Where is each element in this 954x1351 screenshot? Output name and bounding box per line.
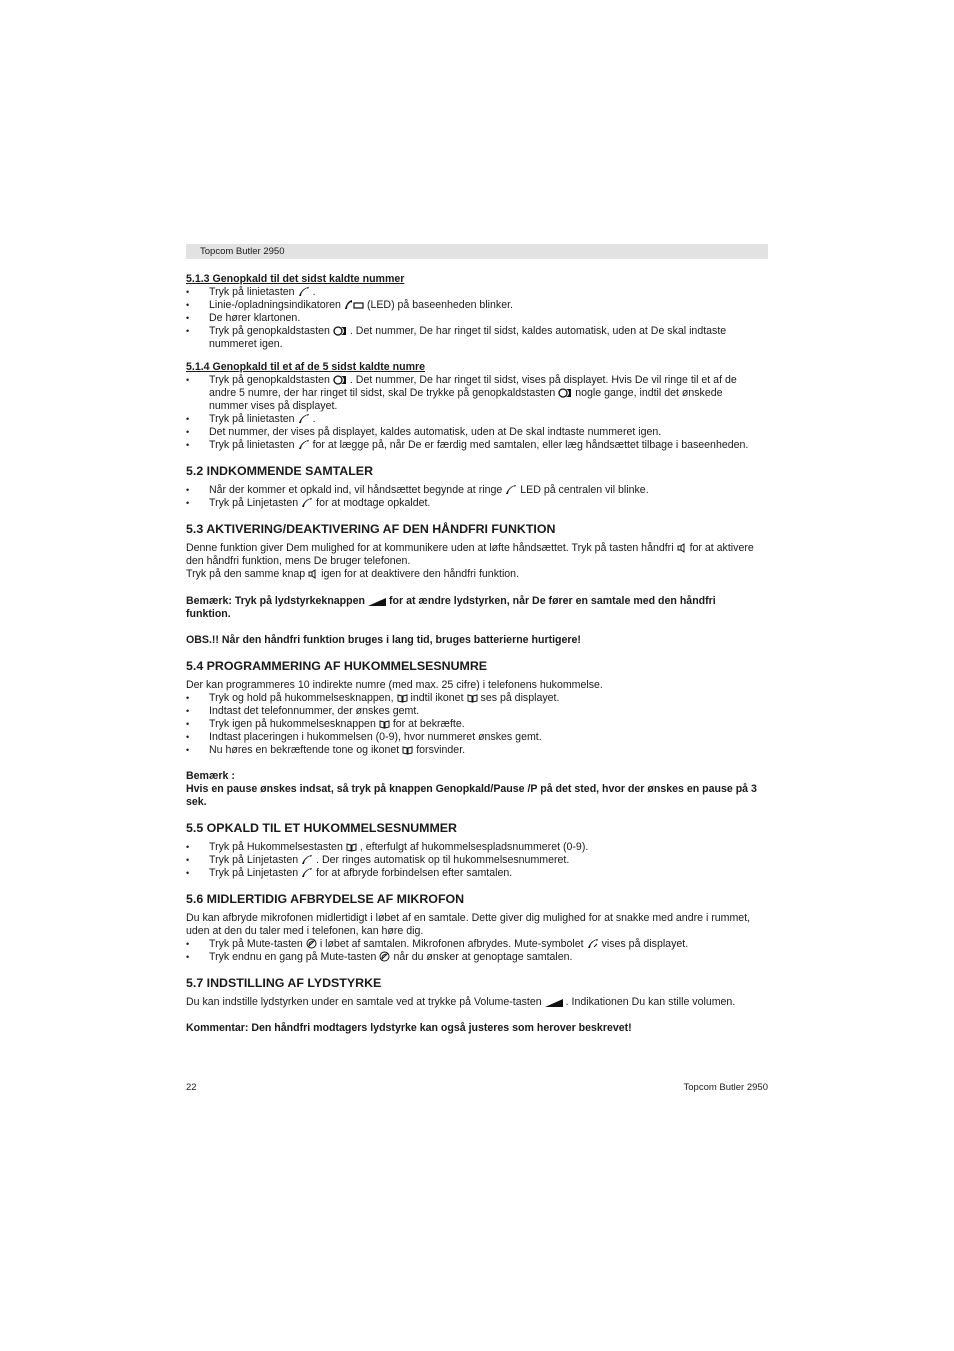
section-5-2-title: 5.2 INDKOMMENDE SAMTALER xyxy=(186,464,374,478)
section-5-4-list xyxy=(186,692,762,757)
page-content xyxy=(186,273,762,1035)
section-5-5-title: 5.5 OPKALD TIL ET HUKOMMELSESNUMMER xyxy=(186,821,458,835)
section-5-3-paragraph: Tryk på den samme knap igen for at deaktivere den håndfri funktion. xyxy=(186,568,520,580)
list-item: • Indtast det telefonnummer, der ønskes gemt. xyxy=(186,705,762,718)
section-5-1-3-title: 5.1.3 Genopkald til det sidst kaldte nummer xyxy=(186,273,405,285)
list-item: • Når der kommer et opkald ind, vil håndsættet begynde at ringe LED på centralen vil blinke. xyxy=(186,484,762,497)
list-item: • Tryk på genopkaldstasten . Det nummer, De har ringet til sidst, kaldes automatisk, uden at De skal indtaste nummeret igen. xyxy=(186,325,762,351)
section-5-6-list xyxy=(186,938,762,964)
section-5-4-note-title: Bemærk : xyxy=(186,770,235,782)
book-icon xyxy=(346,843,357,852)
handset-icon xyxy=(301,497,313,508)
section-5-3-note: Bemærk: Tryk på lydstyrkeknappen for at ændre lydstyrken, når De fører en samtale med den håndfri funktion. xyxy=(186,595,716,620)
handset-icon xyxy=(301,854,313,865)
list-item: • Tryk på genopkaldstasten . Det nummer, De har ringet til sidst, vises på displayet. Hvis De vil ringe til et af de andre 5 numre, der har ringet til sidst, skal De trykke på genopkaldstasten nogle gange, indtil det ønskede nummer vises på displayet. xyxy=(186,374,762,413)
list-item: • Tryk på linietasten . xyxy=(186,413,762,426)
list-item: • Linie-/opladningsindikatoren (LED) på baseenheden blinker. xyxy=(186,299,762,312)
page-header-bar xyxy=(186,244,768,259)
list-item: • Indtast placeringen i hukommelsen (0-9), hvor nummeret ønskes gemt. xyxy=(186,731,762,744)
list-item: • Tryk på Linjetasten . Der ringes automatisk op til hukommelsesnummeret. xyxy=(186,854,762,867)
mute-icon xyxy=(306,938,317,949)
handset-icon xyxy=(301,867,313,878)
footer-title: Topcom Butler 2950 xyxy=(683,1082,768,1093)
speaker-icon xyxy=(308,569,318,579)
redial-icon xyxy=(333,375,347,385)
speaker-icon xyxy=(677,543,687,553)
redial-icon xyxy=(333,326,347,336)
section-5-1-4-title: 5.1.4 Genopkald til et af de 5 sidst kaldte numre xyxy=(186,361,426,373)
handset-icon xyxy=(298,439,310,450)
redial-icon xyxy=(558,388,572,398)
section-5-1-4-list xyxy=(186,374,762,452)
volume-icon xyxy=(368,598,386,606)
handset-icon xyxy=(505,484,517,495)
section-5-3-title: 5.3 AKTIVERING/DEAKTIVERING AF DEN HÅNDFRI FUNKTION xyxy=(186,522,556,536)
list-item: • Tryk på linietasten for at lægge på, når De er færdig med samtalen, eller læg håndsættet tilbage i baseenheden. xyxy=(186,439,762,452)
line-charge-led-icon xyxy=(344,299,364,310)
section-5-6-intro: Du kan afbryde mikrofonen midlertidigt i løbet af en samtale. Dette giver dig mulighed for at snakke med andre i rummet, uden at den du taler med i telefonen, kan høre dig. xyxy=(186,912,751,937)
section-5-7-paragraph: Du kan indstille lydstyrken under en samtale ved at trykke på Volume-tasten . Indikationen Du kan stille volumen. xyxy=(186,996,736,1008)
list-item: • Tryk på Linjetasten for at afbryde forbindelsen efter samtalen. xyxy=(186,867,762,880)
list-item: • Tryk og hold på hukommelsesknappen, indtil ikonet ses på displayet. xyxy=(186,692,762,705)
section-5-7-title: 5.7 INDSTILLING AF LYDSTYRKE xyxy=(186,976,382,990)
book-icon xyxy=(402,746,413,755)
section-5-3-paragraph: Denne funktion giver Dem mulighed for at kommunikere uden at løfte håndsættet. Tryk på tasten håndfri for at aktivere den håndfri funktion, mens De bruger telefonen. xyxy=(186,542,754,567)
book-icon xyxy=(397,694,408,703)
list-item: • Tryk på Hukommelsestasten , efterfulgt af hukommelsespladsnummeret (0-9). xyxy=(186,841,762,854)
section-5-3-obs: OBS.!! Når den håndfri funktion bruges i lang tid, bruges batterierne hurtigere! xyxy=(186,634,581,646)
list-item: • Tryk igen på hukommelsesknappen for at bekræfte. xyxy=(186,718,762,731)
mute-symbol-icon xyxy=(587,938,599,949)
mute-icon xyxy=(379,951,390,962)
section-5-7-comment: Kommentar: Den håndfri modtagers lydstyrke kan også justeres som herover beskrevet! xyxy=(186,1022,632,1034)
section-5-4-note-text: Hvis en pause ønskes indsat, så tryk på knappen Genopkald/Pause /P på det sted, hvor der ønskes en pause på 3 sek. xyxy=(186,783,757,808)
section-5-4-title: 5.4 PROGRAMMERING AF HUKOMMELSESNUMRE xyxy=(186,659,488,673)
page-number: 22 xyxy=(186,1082,197,1093)
volume-icon xyxy=(545,999,563,1007)
list-item: • Tryk på Mute-tasten i løbet af samtalen. Mikrofonen afbrydes. Mute-symbolet vises på displayet. xyxy=(186,938,762,951)
list-item: • Det nummer, der vises på displayet, kaldes automatisk, uden at De skal indtaste nummeret igen. xyxy=(186,426,762,439)
list-item: • Nu høres en bekræftende tone og ikonet forsvinder. xyxy=(186,744,762,757)
section-5-6-title: 5.6 MIDLERTIDIG AFBRYDELSE AF MIKROFON xyxy=(186,892,465,906)
book-icon xyxy=(379,720,390,729)
list-item: • De hører klartonen. xyxy=(186,312,762,325)
header-title: Topcom Butler 2950 xyxy=(200,246,285,257)
section-5-5-list xyxy=(186,841,762,880)
section-5-4-intro: Der kan programmeres 10 indirekte numre (med max. 25 cifre) i telefonens hukommelse. xyxy=(186,679,603,691)
list-item: • Tryk på linietasten . xyxy=(186,286,762,299)
handset-icon xyxy=(298,286,310,297)
handset-icon xyxy=(298,413,310,424)
section-5-1-3-list xyxy=(186,286,762,351)
list-item: • Tryk endnu en gang på Mute-tasten når du ønsker at genoptage samtalen. xyxy=(186,951,762,964)
list-item: • Tryk på Linjetasten for at modtage opkaldet. xyxy=(186,497,762,510)
section-5-2-list xyxy=(186,484,762,510)
book-icon xyxy=(467,694,478,703)
